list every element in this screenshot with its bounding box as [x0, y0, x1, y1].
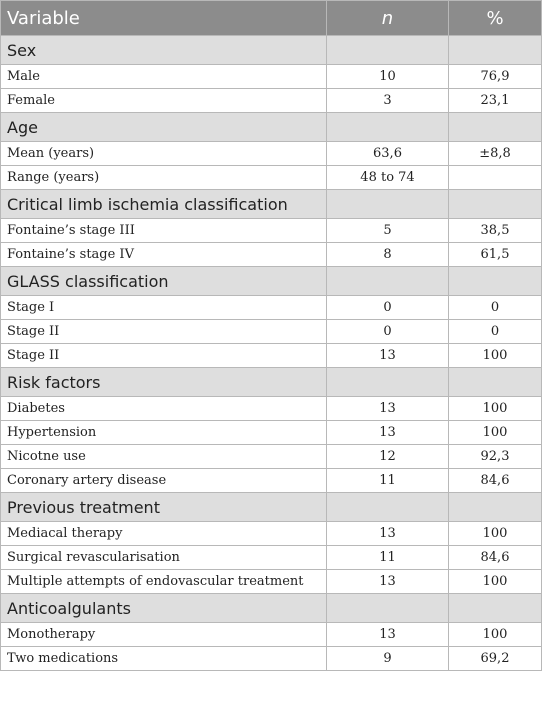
row-n: 13 [327, 570, 449, 594]
row-n: 13 [327, 344, 449, 368]
header-variable: Variable [1, 1, 327, 36]
row-percent: 84,6 [449, 469, 542, 493]
row-percent: 0 [449, 296, 542, 320]
section-row [1, 493, 542, 522]
section-title: Critical limb ischemia classification [1, 190, 327, 219]
row-label: Two medications [1, 647, 327, 671]
row-label: Coronary artery disease [1, 469, 327, 493]
row-label: Diabetes [1, 397, 327, 421]
table-row [1, 243, 542, 267]
row-n: 3 [327, 89, 449, 113]
row-label: Mean (years) [1, 142, 327, 166]
row-percent: 100 [449, 570, 542, 594]
table-row [1, 344, 542, 368]
section-title: GLASS classification [1, 267, 327, 296]
row-label: Hypertension [1, 421, 327, 445]
section-title: Anticoalgulants [1, 594, 327, 623]
section-title: Age [1, 113, 327, 142]
row-percent: 69,2 [449, 647, 542, 671]
table-row [1, 65, 542, 89]
table-row [1, 142, 542, 166]
header-n: n [327, 1, 449, 36]
table-row [1, 296, 542, 320]
table-row [1, 445, 542, 469]
row-n: 13 [327, 397, 449, 421]
row-n: 5 [327, 219, 449, 243]
row-percent: 100 [449, 397, 542, 421]
row-percent: 0 [449, 320, 542, 344]
row-n: 0 [327, 296, 449, 320]
row-percent: 61,5 [449, 243, 542, 267]
row-label: Stage I [1, 296, 327, 320]
row-n: 11 [327, 546, 449, 570]
section-row [1, 190, 542, 219]
row-n: 13 [327, 623, 449, 647]
table-row [1, 469, 542, 493]
section-row [1, 267, 542, 296]
header-row [1, 1, 542, 36]
row-percent: ±8,8 [449, 142, 542, 166]
row-percent: 100 [449, 623, 542, 647]
row-n: 8 [327, 243, 449, 267]
table-row [1, 570, 542, 594]
row-percent [449, 166, 542, 190]
section-row [1, 594, 542, 623]
section-row [1, 36, 542, 65]
row-percent: 76,9 [449, 65, 542, 89]
row-n: 9 [327, 647, 449, 671]
table-row [1, 522, 542, 546]
row-n: 13 [327, 421, 449, 445]
row-percent: 100 [449, 522, 542, 546]
row-n: 48 to 74 [327, 166, 449, 190]
row-n: 13 [327, 522, 449, 546]
section-title: Risk factors [1, 368, 327, 397]
row-percent: 100 [449, 344, 542, 368]
section-row [1, 113, 542, 142]
table-row [1, 320, 542, 344]
row-percent: 84,6 [449, 546, 542, 570]
table-row [1, 397, 542, 421]
table-row [1, 166, 542, 190]
row-percent: 23,1 [449, 89, 542, 113]
table-row [1, 647, 542, 671]
row-label: Mediacal therapy [1, 522, 327, 546]
row-label: Surgical revascularisation [1, 546, 327, 570]
row-percent: 38,5 [449, 219, 542, 243]
row-n: 11 [327, 469, 449, 493]
row-n: 12 [327, 445, 449, 469]
row-label: Fontaine’s stage III [1, 219, 327, 243]
table-row [1, 421, 542, 445]
row-label: Male [1, 65, 327, 89]
table-row [1, 546, 542, 570]
section-row [1, 368, 542, 397]
row-label: Range (years) [1, 166, 327, 190]
row-n: 10 [327, 65, 449, 89]
row-label: Multiple attempts of endovascular treatment [1, 570, 327, 594]
row-label: Stage II [1, 344, 327, 368]
row-label: Fontaine’s stage IV [1, 243, 327, 267]
row-percent: 92,3 [449, 445, 542, 469]
row-percent: 100 [449, 421, 542, 445]
row-n: 63,6 [327, 142, 449, 166]
row-label: Stage II [1, 320, 327, 344]
row-label: Monotherapy [1, 623, 327, 647]
row-n: 0 [327, 320, 449, 344]
table-row [1, 219, 542, 243]
header-percent: % [449, 1, 542, 36]
table-row [1, 89, 542, 113]
section-title: Previous treatment [1, 493, 327, 522]
row-label: Female [1, 89, 327, 113]
row-label: Nicotne use [1, 445, 327, 469]
table-row [1, 623, 542, 647]
section-title: Sex [1, 36, 327, 65]
